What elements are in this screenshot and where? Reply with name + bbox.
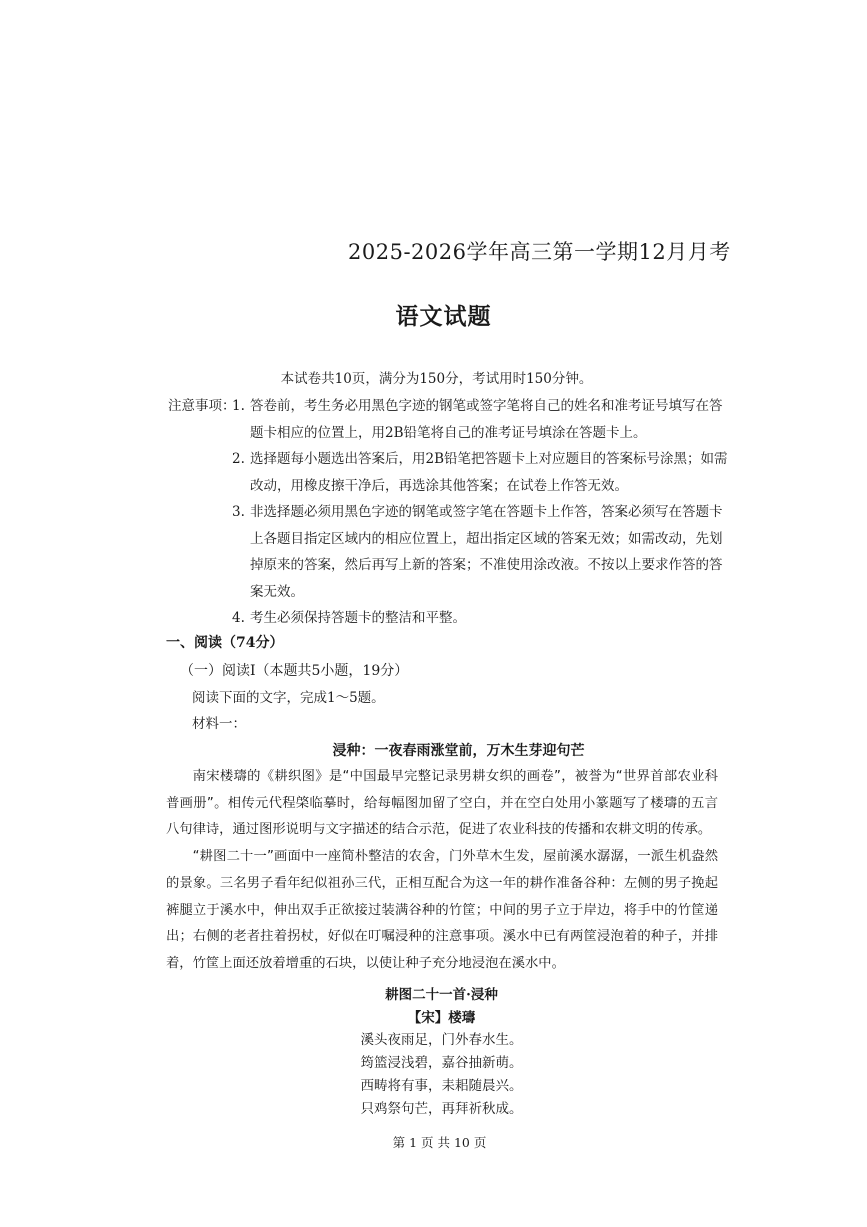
notice-item <box>232 605 728 632</box>
notice-item-number: 3. <box>232 504 245 520</box>
article-paragraph: “耕图二十一”画面中一座简朴整洁的农舍，门外草木生发，屋前溪水潺潺，一派生机盎然的景象。三名男子看年纪似祖孙三代，正相互配合为这一年的耕作准备谷种：左侧的男子挽起裤腿立于溪水中，伸出双手正欲接过装满谷种的竹筐；中间的男子立于岸边，将手中的竹筐递出；右侧的老者拄着拐杖，好似在叮嘱浸种的注意事项。溪水中已有两筐浸泡着的种子，并排着，竹筐上面还放着增重的石块，以使让种子充分地浸泡在溪水中。 <box>166 849 718 971</box>
exam-title: 2025-2026学年高三第一学期12月月考 <box>348 240 731 264</box>
poem-line: 筠篮浸浅碧，嘉谷抽新萌。 <box>360 1055 523 1071</box>
page-number: 第 1 页 共 10 页 <box>392 1135 487 1150</box>
notice-list <box>232 393 728 632</box>
material-label: 材料一： <box>192 716 246 732</box>
article-body <box>166 764 718 978</box>
article-title: 浸种：一夜春雨涨堂前，万木生芽迎句芒 <box>332 743 585 759</box>
notice-item-number: 1. <box>232 398 245 414</box>
section-heading: 一、阅读（74分） <box>166 635 284 651</box>
reading-instruction: 阅读下面的文字，完成1～5题。 <box>192 690 385 706</box>
poem-line: 溪头夜雨足，门外春水生。 <box>360 1032 523 1048</box>
subsection-heading: （一）阅读I（本题共5小题，19分） <box>180 663 409 679</box>
exam-info: 本试卷共10页，满分为150分，考试用时150分钟。 <box>280 371 593 387</box>
notice-item-text: 答卷前，考生务必用黑色字迹的钢笔或签字笔将自己的姓名和准考证号填写在答题卡相应的位置上，用2B铅笔将自己的准考证号填涂在答题卡上。 <box>250 398 723 441</box>
poem-line: 只鸡祭句芒，再拜祈秋成。 <box>360 1101 523 1117</box>
poem-block <box>0 983 867 1121</box>
notice-item-text: 考生必须保持答题卡的整洁和平整。 <box>250 610 466 626</box>
notice-item <box>232 499 728 605</box>
notice-block <box>168 393 728 632</box>
notice-item-number: 2. <box>232 451 245 467</box>
poem-line: 西畴将有事，耒耜随晨兴。 <box>360 1078 523 1094</box>
notice-item <box>232 393 728 446</box>
notice-item <box>232 446 728 499</box>
notice-label: 注意事项： <box>168 398 236 414</box>
article-paragraph: 南宋楼璹的《耕织图》是“中国最早完整记录男耕女织的画卷”，被誉为“世界首部农业科普画册”。相传元代程棨临摹时，给每幅图加留了空白，并在空白处用小篆题写了楼璹的五言八句律诗，通过图形说明与文字描述的结合示范，促进了农业科技的传播和农耕文明的传承。 <box>166 769 718 838</box>
subject-title: 语文试题 <box>395 303 492 330</box>
notice-item-number: 4. <box>232 610 245 626</box>
notice-item-text: 非选择题必须用黑色字迹的钢笔或签字笔在答题卡上作答，答案必须写在答题卡上各题目指定区域内的相应位置上，超出指定区域的答案无效；如需改动，先划掉原来的答案，然后再写上新的答案；不准使用涂改液。不按以上要求作答的答案无效。 <box>250 504 723 600</box>
poem-title: 耕图二十一首·浸种 <box>385 987 498 1003</box>
notice-item-text: 选择题每小题选出答案后，用2B铅笔把答题卡上对应题目的答案标号涂黑；如需改动，用橡皮擦干净后，再选涂其他答案；在试卷上作答无效。 <box>250 451 728 494</box>
poem-author: 【宋】楼璹 <box>407 1010 476 1026</box>
